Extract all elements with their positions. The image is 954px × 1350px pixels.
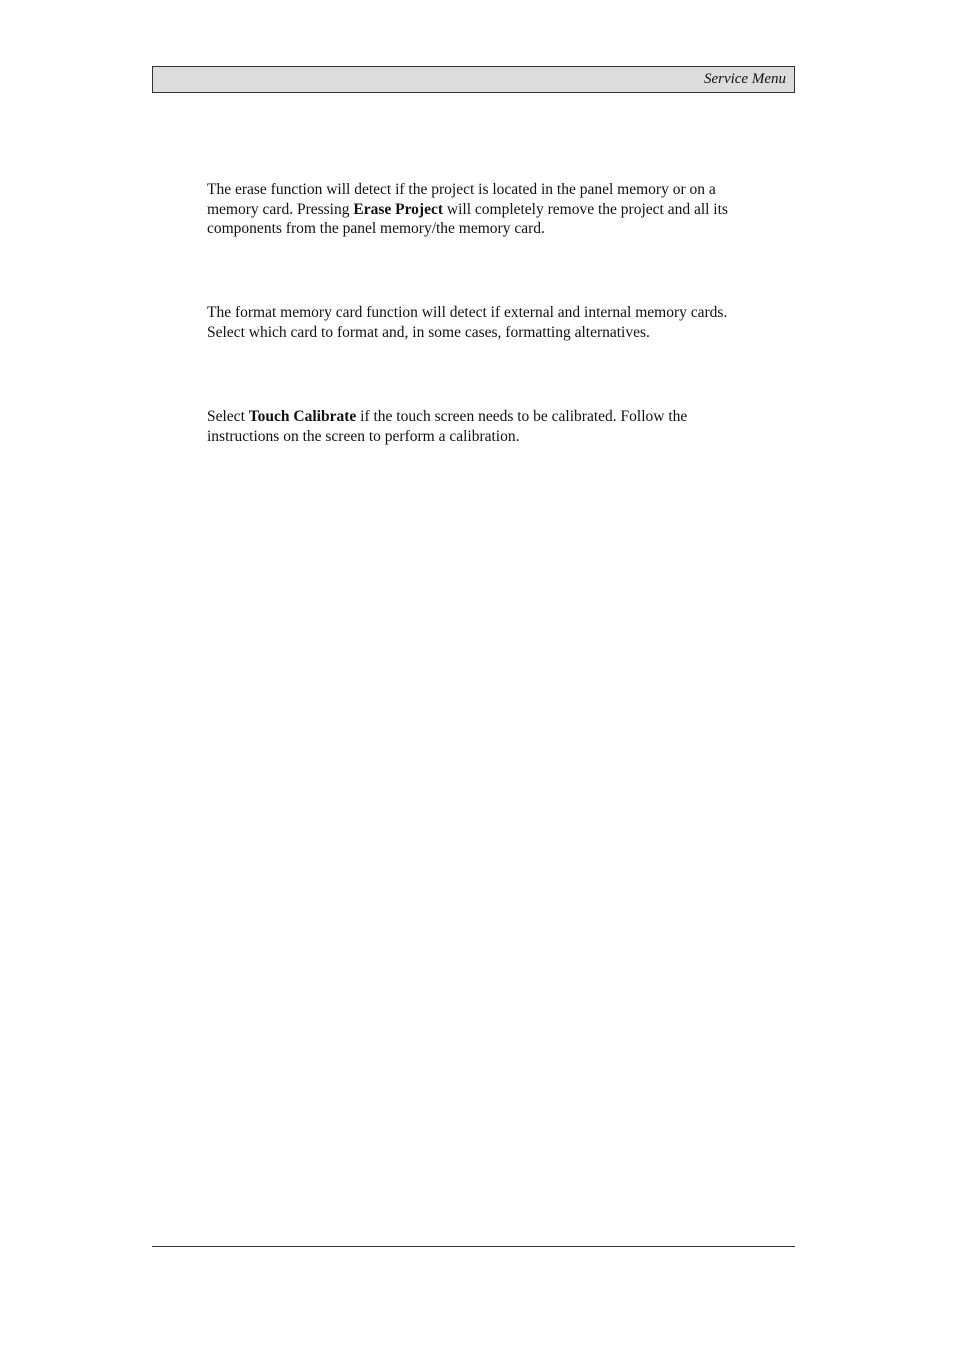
header-title: Service Menu	[703, 71, 786, 87]
touch-text-after: if the touch screen needs to be calibrated. Follow the instructions on the screen to perform a calibration.	[207, 408, 688, 445]
erase-paragraph	[207, 180, 762, 239]
erase-project-term: Erase Project	[353, 200, 444, 218]
touch-text-before: Select	[207, 408, 249, 425]
page-header	[152, 66, 795, 93]
erase-text-before: The erase function will detect if the project is located in the panel memory or on a memory card. Pressing	[207, 181, 716, 218]
footer-divider	[152, 1246, 795, 1247]
touch-calibrate-paragraph	[207, 407, 762, 446]
touch-calibrate-term: Touch Calibrate	[248, 408, 357, 425]
erase-text-after: will completely remove the project and all its components from the panel memory/the memory card.	[207, 200, 728, 237]
format-text: The format memory card function will detect if external and internal memory cards. Select which card to format and, in some cases, formatting alternatives.	[207, 304, 728, 341]
format-paragraph	[207, 303, 762, 342]
